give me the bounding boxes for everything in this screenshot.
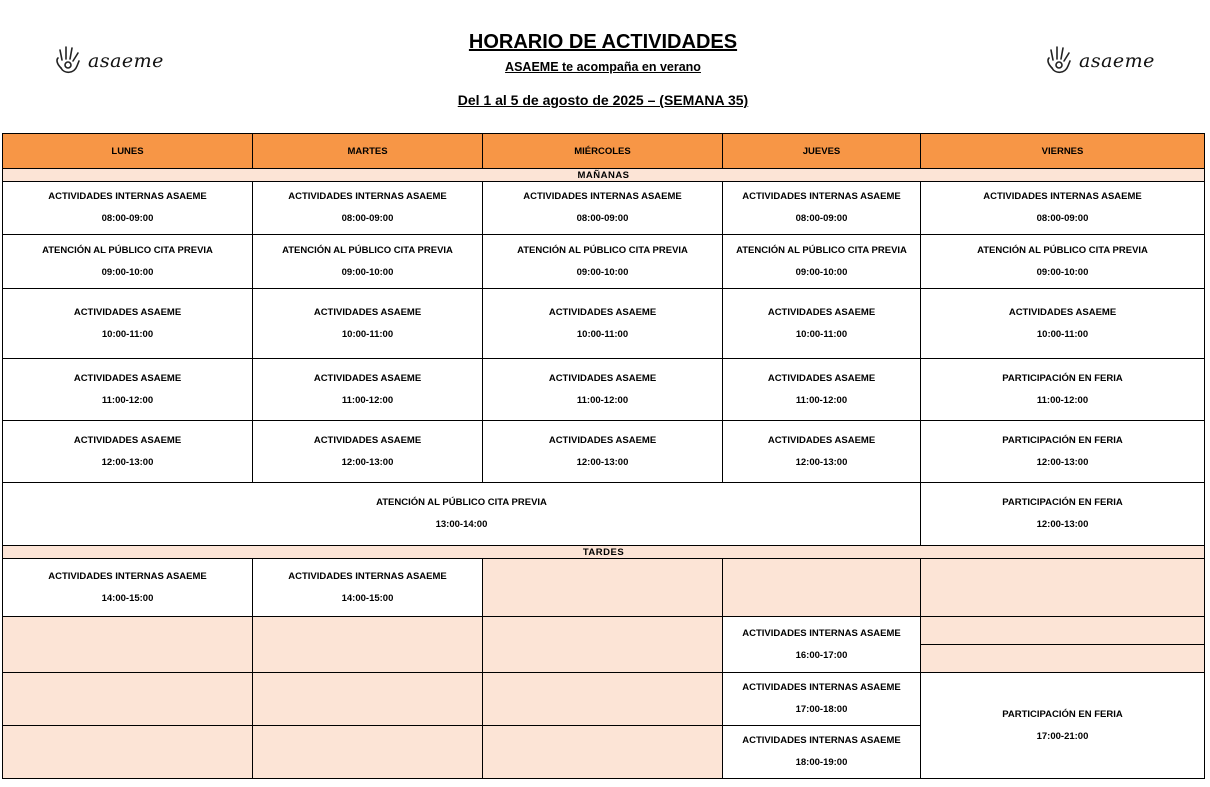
section-afternoon-row: [3, 546, 1205, 559]
activity-name: ACTIVIDADES INTERNAS ASAEME: [742, 735, 901, 746]
hand-icon: [1043, 44, 1077, 78]
schedule-cell: [723, 289, 921, 359]
schedule-cell: [921, 359, 1205, 421]
empty-cell: [253, 673, 483, 726]
schedule-cell: [253, 559, 483, 617]
schedule-cell: [723, 182, 921, 235]
empty-cell: [3, 617, 253, 673]
logo-wordmark: asaeme: [88, 50, 164, 72]
activity-time: 11:00-12:00: [795, 394, 848, 406]
activity-name: ACTIVIDADES ASAEME: [767, 434, 876, 446]
schedule-cell: [253, 289, 483, 359]
activity-time: 11:00-12:00: [341, 394, 394, 406]
activity-time: 08:00-09:00: [576, 213, 629, 224]
schedule-cell: [723, 421, 921, 483]
empty-cell: [3, 726, 253, 779]
activity-name: PARTICIPACIÓN EN FERIA: [1002, 372, 1123, 384]
activity-name: ACTIVIDADES ASAEME: [313, 372, 422, 384]
schedule-cell: [3, 359, 253, 421]
schedule-row: [3, 289, 1205, 359]
asaeme-logo-right: [1043, 44, 1155, 78]
activity-name: ACTIVIDADES ASAEME: [73, 434, 182, 446]
empty-cell: [921, 645, 1205, 673]
schedule-cell: [3, 559, 253, 617]
activity-name: ATENCIÓN AL PÚBLICO CITA PREVIA: [42, 244, 213, 256]
schedule-cell: [483, 182, 723, 235]
schedule-cell: [921, 289, 1205, 359]
activity-time: 08:00-09:00: [795, 213, 848, 224]
activity-time: 08:00-09:00: [1036, 213, 1089, 224]
day-friday: VIERNES: [921, 134, 1205, 169]
activity-time: 12:00-13:00: [1036, 519, 1089, 530]
schedule-row: [3, 673, 1205, 726]
activity-time: 12:00-13:00: [795, 456, 848, 468]
schedule-cell: [723, 359, 921, 421]
schedule-row: [3, 359, 1205, 421]
activity-time: 10:00-11:00: [341, 328, 394, 340]
empty-cell: [483, 559, 723, 617]
activity-time: 14:00-15:00: [341, 592, 394, 604]
day-wednesday: MIÉRCOLES: [483, 134, 723, 169]
activity-name: ATENCIÓN AL PÚBLICO CITA PREVIA: [282, 244, 453, 256]
logo-wordmark: asaeme: [1079, 50, 1155, 72]
activity-name: ACTIVIDADES ASAEME: [1008, 306, 1117, 318]
schedule-cell: [253, 421, 483, 483]
day-thursday: JUEVES: [723, 134, 921, 169]
section-morning: MAÑANAS: [3, 169, 1205, 182]
activity-time: 13:00-14:00: [435, 519, 488, 530]
empty-cell: [253, 726, 483, 779]
activity-name: PARTICIPACIÓN EN FERIA: [1002, 497, 1123, 508]
activity-name: ACTIVIDADES INTERNAS ASAEME: [742, 627, 901, 639]
schedule-cell: [3, 235, 253, 289]
activity-name: ACTIVIDADES INTERNAS ASAEME: [288, 570, 447, 582]
activity-name: ACTIVIDADES INTERNAS ASAEME: [288, 191, 447, 202]
activity-name: ACTIVIDADES INTERNAS ASAEME: [523, 191, 682, 202]
activity-time: 09:00-10:00: [101, 266, 154, 278]
activity-name: ACTIVIDADES ASAEME: [767, 306, 876, 318]
schedule-row: [3, 235, 1205, 289]
schedule-cell: [483, 421, 723, 483]
activity-name: PARTICIPACIÓN EN FERIA: [1002, 434, 1123, 446]
schedule-cell: [483, 289, 723, 359]
activity-time: 08:00-09:00: [341, 213, 394, 224]
activity-name: ACTIVIDADES INTERNAS ASAEME: [48, 570, 207, 582]
empty-cell: [253, 617, 483, 673]
activity-name: ATENCIÓN AL PÚBLICO CITA PREVIA: [517, 244, 688, 256]
activity-time: 17:00-18:00: [795, 704, 848, 715]
document-header: [0, 0, 1210, 130]
schedule-cell: [3, 182, 253, 235]
schedule-row: [3, 617, 1205, 645]
empty-cell: [3, 673, 253, 726]
day-header-row: [3, 134, 1205, 169]
activity-time: 10:00-11:00: [576, 328, 629, 340]
schedule-row: [3, 421, 1205, 483]
schedule-row: [3, 483, 1205, 546]
activity-time: 17:00-21:00: [1036, 730, 1089, 742]
schedule-cell: [253, 182, 483, 235]
activity-name: ATENCIÓN AL PÚBLICO CITA PREVIA: [977, 244, 1148, 256]
empty-cell: [921, 559, 1205, 617]
activity-name: ACTIVIDADES ASAEME: [73, 306, 182, 318]
activity-time: 09:00-10:00: [576, 266, 629, 278]
activity-name: ACTIVIDADES ASAEME: [313, 306, 422, 318]
activity-time: 14:00-15:00: [101, 592, 154, 604]
activity-time: 16:00-17:00: [795, 649, 848, 661]
activity-time: 11:00-12:00: [576, 394, 629, 406]
schedule-cell: [483, 235, 723, 289]
page-title: HORARIO DE ACTIVIDADES: [468, 31, 738, 53]
activity-time: 09:00-10:00: [795, 266, 848, 278]
schedule-cell: [723, 726, 921, 779]
activity-time: 10:00-11:00: [101, 328, 154, 340]
schedule-cell: [921, 182, 1205, 235]
activity-name: ACTIVIDADES ASAEME: [548, 372, 657, 384]
schedule-row: [3, 559, 1205, 617]
activity-time: 10:00-11:00: [1036, 328, 1089, 340]
activity-time: 10:00-11:00: [795, 328, 848, 340]
activity-time: 11:00-12:00: [1036, 394, 1089, 406]
activity-name: PARTICIPACIÓN EN FERIA: [1002, 708, 1123, 720]
schedule-cell: [483, 359, 723, 421]
activity-time: 18:00-19:00: [795, 757, 848, 768]
schedule-cell: [253, 359, 483, 421]
activity-time: 08:00-09:00: [101, 213, 154, 224]
day-monday: LUNES: [3, 134, 253, 169]
schedule-cell: [723, 617, 921, 673]
schedule-row: [3, 182, 1205, 235]
activity-name: ACTIVIDADES ASAEME: [548, 434, 657, 446]
activity-name: ACTIVIDADES ASAEME: [73, 372, 182, 384]
section-morning-row: [3, 169, 1205, 182]
schedule-table: [2, 133, 1205, 779]
activity-name: ACTIVIDADES INTERNAS ASAEME: [983, 191, 1142, 202]
schedule-cell: [723, 235, 921, 289]
schedule-cell: [921, 483, 1205, 546]
activity-time: 12:00-13:00: [341, 456, 394, 468]
empty-cell: [483, 617, 723, 673]
activity-time: 09:00-10:00: [341, 266, 394, 278]
empty-cell: [483, 673, 723, 726]
activity-time: 12:00-13:00: [576, 456, 629, 468]
activity-time: 12:00-13:00: [101, 456, 154, 468]
empty-cell: [723, 559, 921, 617]
empty-cell: [483, 726, 723, 779]
activity-name: ATENCIÓN AL PÚBLICO CITA PREVIA: [736, 244, 907, 256]
activity-name: ACTIVIDADES ASAEME: [767, 372, 876, 384]
activity-name: ACTIVIDADES ASAEME: [313, 434, 422, 446]
activity-name: ACTIVIDADES INTERNAS ASAEME: [742, 191, 901, 202]
page-subtitle: ASAEME te acompaña en verano: [505, 60, 701, 74]
activity-name: ACTIVIDADES INTERNAS ASAEME: [742, 682, 901, 693]
activity-time: 09:00-10:00: [1036, 266, 1089, 278]
schedule-cell: [921, 235, 1205, 289]
schedule-cell: [921, 673, 1205, 779]
day-tuesday: MARTES: [253, 134, 483, 169]
schedule-cell: [3, 289, 253, 359]
schedule-cell: [921, 421, 1205, 483]
schedule-cell: [723, 673, 921, 726]
activity-name: ACTIVIDADES INTERNAS ASAEME: [48, 191, 207, 202]
activity-name: ACTIVIDADES ASAEME: [548, 306, 657, 318]
empty-cell: [921, 617, 1205, 645]
activity-name: ATENCIÓN AL PÚBLICO CITA PREVIA: [376, 497, 547, 508]
schedule-cell: [3, 421, 253, 483]
schedule-cell: [253, 235, 483, 289]
schedule-cell-merged: [3, 483, 921, 546]
week-range: Del 1 al 5 de agosto de 2025 – (SEMANA 35): [457, 92, 749, 108]
activity-time: 11:00-12:00: [101, 394, 154, 406]
activity-time: 12:00-13:00: [1036, 456, 1089, 468]
section-afternoon: TARDES: [3, 546, 1205, 559]
